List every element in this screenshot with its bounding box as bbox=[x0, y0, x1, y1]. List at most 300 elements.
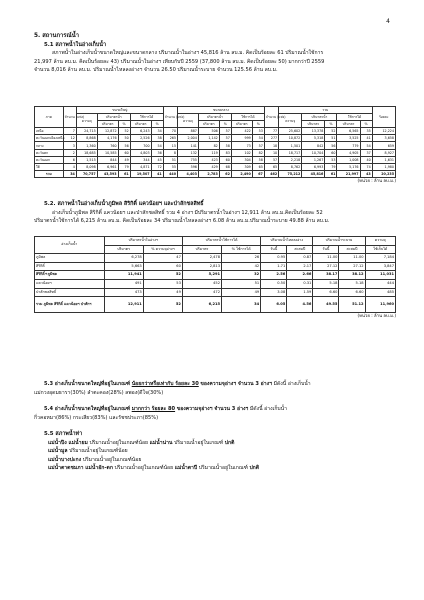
table-cell: 79 bbox=[325, 163, 337, 170]
main-reservoir-body bbox=[35, 254, 396, 313]
table-cell: 10,704 bbox=[302, 149, 325, 156]
header-usable: ใช้การได้ bbox=[130, 114, 163, 121]
total-cell: 61 bbox=[325, 170, 337, 177]
header-total: รวม bbox=[279, 107, 373, 114]
header-inflow: ปริมาณน้ำไหลลงอ่าง bbox=[261, 237, 313, 246]
table-cell: 3 bbox=[63, 142, 76, 149]
table-cell: 52 bbox=[143, 271, 182, 280]
table-cell: 444 bbox=[365, 279, 395, 288]
table-cell: 70 bbox=[163, 128, 177, 135]
table-cell: 65 bbox=[264, 163, 278, 170]
table-cell: 56 bbox=[118, 142, 130, 149]
table-row bbox=[35, 279, 396, 288]
table-cell: 10,872 bbox=[279, 135, 302, 142]
table-cell: 11,941 bbox=[104, 271, 143, 280]
table-cell: 0.31 bbox=[287, 279, 313, 288]
table-cell: 52 bbox=[118, 128, 130, 135]
river-status-text: ปริมาณน้ำอยู่ในเกณฑ์น้อย bbox=[114, 465, 174, 472]
river-name: แม่น้ำปิง แม่น้ำยม bbox=[48, 439, 88, 446]
header-pct: % bbox=[118, 121, 130, 128]
reservoir-summary-table-block bbox=[34, 106, 396, 187]
header-count-medium: จำนวน (แห่ง) bbox=[163, 107, 177, 128]
table-cell: 429 bbox=[198, 163, 219, 170]
header-release-today: วันนี้ bbox=[313, 245, 339, 254]
table-cell: 54 bbox=[360, 142, 372, 149]
river-name: แม่น้ำน่าน bbox=[149, 439, 173, 446]
section-5-4-title: 5.4 อ่างเก็บน้ำขนาดใหญ่ที่อยู่ในเกณฑ์ bbox=[44, 406, 131, 412]
table-cell: 304 bbox=[231, 156, 252, 163]
table-cell: 8,927 bbox=[372, 149, 395, 156]
table-cell: 472 bbox=[182, 288, 221, 297]
table-cell: 2,004 bbox=[178, 135, 199, 142]
table-cell: 423 bbox=[198, 156, 219, 163]
total-cell: 75,212 bbox=[279, 170, 302, 177]
table-cell: 7 bbox=[63, 128, 76, 135]
table-cell: 8,868 bbox=[76, 135, 97, 142]
table-cell: 6.60 bbox=[339, 288, 365, 297]
river-status-line bbox=[34, 439, 396, 448]
section-5-4-line-2: กิ่วคอหมา(86%) กระเสียว(83%) และรัชชประภา(85%) bbox=[34, 414, 159, 421]
table-cell: 5.18 bbox=[313, 279, 339, 288]
total-cell: 41 bbox=[151, 170, 163, 177]
header-capacity-store: ใช้เก็บได้ bbox=[365, 245, 395, 254]
header-qty: ปริมาตร bbox=[302, 121, 325, 128]
header-qty: ปริมาตร bbox=[97, 121, 118, 128]
table-cell: 82 bbox=[198, 142, 219, 149]
total-cell: 19,507 bbox=[130, 170, 151, 177]
table-cell: 2.17 bbox=[287, 262, 313, 271]
river-status-text: ปริมาณน้ำอยู่ในเกณฑ์ bbox=[198, 465, 248, 472]
table-2-unit: (หน่วย : ล้าน ลบ.ม.) bbox=[357, 314, 396, 320]
table-row bbox=[35, 128, 396, 135]
table-row bbox=[35, 163, 396, 170]
total-label: รวม ภูมิพล สิริกิติ์ แควน้อยฯ ป่าสักฯ bbox=[35, 297, 105, 313]
table-cell: 5,663 bbox=[104, 262, 143, 271]
river-status-list bbox=[34, 439, 396, 473]
table-cell: 24,715 bbox=[76, 128, 97, 135]
header-release-total: สะสมปี bbox=[339, 245, 365, 254]
table-cell: 53 bbox=[252, 128, 264, 135]
section-5-4-title-rest: ของความจุอ่างฯ จำนวน 3 อ่างฯ bbox=[176, 406, 249, 412]
table-cell: 38.12 bbox=[339, 271, 365, 280]
table-cell: 2,526 bbox=[130, 135, 151, 142]
region-cell: ใต้ bbox=[35, 163, 64, 170]
header-pct: % bbox=[151, 121, 163, 128]
table-cell: 25,602 bbox=[279, 128, 302, 135]
table-cell: 36 bbox=[151, 149, 163, 156]
table-cell: 1,008 bbox=[337, 156, 360, 163]
table-cell: 659 bbox=[372, 142, 395, 149]
reservoir-summary-table bbox=[34, 106, 396, 178]
table-cell: 72 bbox=[151, 163, 163, 170]
table-cell: 57 bbox=[264, 156, 278, 163]
header-volume-pct: % ความจุอ่างฯ bbox=[143, 245, 182, 254]
header-usable: ใช้การได้ bbox=[337, 114, 372, 121]
table-row bbox=[35, 271, 396, 280]
table-cell: 53 bbox=[325, 156, 337, 163]
total-cell: 2,490 bbox=[231, 170, 252, 177]
total-cell: 4.56 bbox=[287, 297, 313, 313]
table-cell: 7,184 bbox=[365, 254, 395, 263]
reservoir-name-cell: สิริกิติ์+ภูมิพล bbox=[35, 271, 105, 280]
total-cell: 11,960 bbox=[365, 297, 395, 313]
total-cell: 462 bbox=[264, 170, 278, 177]
table-cell: 35 bbox=[360, 128, 372, 135]
section-5-1-title: 5.1 สภาพน้ำในอ่างเก็บน้ำ bbox=[44, 41, 107, 48]
header-release: ปริมาณน้ำระบาย bbox=[313, 237, 365, 246]
table-cell: 1,631 bbox=[372, 156, 395, 163]
section-title: 5. สถานการณ์น้ำ bbox=[34, 33, 79, 39]
table-cell: 8 bbox=[163, 149, 177, 156]
river-name: แม่น้ำตาปี bbox=[174, 465, 198, 472]
table-cell: 15 bbox=[163, 142, 177, 149]
table-cell: 1.71 bbox=[261, 262, 287, 271]
main-reservoir-table bbox=[34, 236, 396, 313]
table-cell: 57 bbox=[252, 142, 264, 149]
header-qty: ปริมาตร bbox=[130, 121, 151, 128]
header-usable: ใช้การได้ bbox=[231, 114, 264, 121]
table-cell: 265 bbox=[163, 135, 177, 142]
table-cell: 12,224 bbox=[372, 128, 395, 135]
header-region: ภาค bbox=[35, 107, 64, 128]
table-cell: 485 bbox=[365, 288, 395, 297]
total-cell: 43 bbox=[360, 170, 372, 177]
table-cell: 0.50 bbox=[261, 279, 287, 288]
section-5-4 bbox=[34, 405, 396, 422]
table-cell: 11.00 bbox=[313, 254, 339, 263]
header-usable-qty: ปริมาตร bbox=[182, 245, 221, 254]
reservoir-name-cell: สิริกิติ์ bbox=[35, 262, 105, 271]
table-cell: 1,360 bbox=[76, 142, 97, 149]
table-cell: 11,031 bbox=[365, 271, 395, 280]
header-volume: ปริมาตรน้ำ bbox=[97, 114, 130, 121]
river-status-line bbox=[34, 464, 396, 473]
table-cell: 6,565 bbox=[337, 128, 360, 135]
total-cell: 51.12 bbox=[339, 297, 365, 313]
header-large: ขนาดใหญ่ bbox=[76, 107, 163, 114]
table-row bbox=[35, 135, 396, 142]
header-capacity: ความจุ bbox=[76, 114, 97, 128]
table-cell: 0.95 bbox=[261, 254, 287, 263]
header-volume: ปริมาตรน้ำในอ่างฯ bbox=[104, 237, 182, 246]
section-5-1-line-1: สภาพน้ำในอ่างเก็บน้ำขนาดใหญ่และขนาดกลาง ปริมาณน้ำในอ่างฯ 45,816 ล้าน ลบ.ม. คิดเป็นร้อยละ 61 ปริมาณน้ำใช้การ bbox=[52, 50, 324, 57]
region-cell: เหนือ bbox=[35, 128, 64, 135]
header-compare: ร้อยละ bbox=[372, 107, 395, 128]
table-cell: 5,176 bbox=[337, 163, 360, 170]
table-cell: 2.56 bbox=[261, 271, 287, 280]
river-status-level: ปกติ bbox=[249, 465, 260, 472]
table-cell: 3,658 bbox=[372, 135, 395, 142]
section-5-4-line-1 bbox=[34, 405, 396, 414]
table-cell: 0.87 bbox=[287, 254, 313, 263]
total-cell: 70,757 bbox=[76, 170, 97, 177]
total-cell: 21,997 bbox=[337, 170, 360, 177]
river-status-line bbox=[34, 456, 396, 465]
table-cell: 779 bbox=[337, 142, 360, 149]
section-5-2-line-2: ปริมาตรน้ำใช้การได้ 6,215 ล้าน ลบ.ม. คิดเป็นร้อยละ 34 ปริมาณน้ำไหลลงอ่างฯ 6.08 ล้าน ลบ.ม.ปริมาณน้ำระบาย 49.88 ล้าน ลบ.ม. bbox=[34, 218, 330, 225]
table-cell: 42 bbox=[222, 262, 261, 271]
table-cell: 844 bbox=[97, 156, 118, 163]
total-cell: 45,816 bbox=[302, 170, 325, 177]
table-cell: 596 bbox=[178, 163, 199, 170]
table-cell: 60 bbox=[118, 149, 130, 156]
table-cell: 2,218 bbox=[279, 156, 302, 163]
header-pct: % bbox=[252, 121, 264, 128]
section-5-3-text: มีดังนี้ อ่างเก็บน้ำ bbox=[273, 381, 311, 387]
section-5 bbox=[34, 32, 396, 75]
table-cell: 18 bbox=[264, 142, 278, 149]
river-status-text: ปริมาณน้ำอยู่ในเกณฑ์น้อย bbox=[69, 448, 128, 455]
region-cell: ตะวันตก bbox=[35, 149, 64, 156]
table-cell: 60 bbox=[143, 262, 182, 271]
table-cell: 58 bbox=[219, 142, 231, 149]
table-cell: 5,291 bbox=[182, 271, 221, 280]
header-qty: ปริมาตร bbox=[231, 121, 252, 128]
total-cell: 12,911 bbox=[104, 297, 143, 313]
section-5-5-title: 5.5 สภาพน้ำท่า bbox=[44, 431, 83, 437]
header-usable: ปริมาตรน้ำใช้การได้ bbox=[182, 237, 260, 246]
total-cell: 34 bbox=[222, 297, 261, 313]
table-row bbox=[35, 156, 396, 163]
table-cell: 37 bbox=[360, 149, 372, 156]
reservoir-name-cell: ป่าสักชลสิทธิ์ bbox=[35, 288, 105, 297]
table-cell: 49 bbox=[222, 288, 261, 297]
table-cell: 4,871 bbox=[130, 163, 151, 170]
table-cell: 1.59 bbox=[287, 288, 313, 297]
total-cell: 440 bbox=[163, 170, 177, 177]
header-usable-pct: % ใช้การได้ bbox=[222, 245, 261, 254]
table-cell: 6,278 bbox=[104, 254, 143, 263]
total-cell: 43,593 bbox=[97, 170, 118, 177]
river-status-text: ปริมาณน้ำอยู่ในเกณฑ์น้อย bbox=[89, 439, 149, 446]
header-inflow-today: วันนี้ bbox=[261, 245, 287, 254]
table-cell: 53 bbox=[143, 279, 182, 288]
section-5-1-line-2: 21,997 ล้าน ลบ.ม. คิดเป็นร้อยละ 43) ปริมาณน้ำในอ่างฯ เทียบกับปี 2559 (37,800 ล้าน ลบ.ม. คิดเป็นร้อยละ 50) มากกว่าปี 2559 bbox=[34, 58, 325, 65]
reservoir-summary-body bbox=[35, 128, 396, 178]
table-cell: 132 bbox=[178, 149, 199, 156]
table-cell: 8,098 bbox=[76, 163, 97, 170]
header-volume: ปริมาตรน้ำ bbox=[302, 114, 337, 121]
header-pct: % bbox=[219, 121, 231, 128]
table-cell: 45 bbox=[151, 156, 163, 163]
table-cell: 57 bbox=[219, 128, 231, 135]
table-cell: 77 bbox=[264, 128, 278, 135]
section-5-3-line-2: แม่กวงอุดมธารา(30%) ลำตะคอง(28%) ลพอง(ดีใจ(30%) bbox=[34, 389, 164, 396]
table-cell: 6,243 bbox=[130, 128, 151, 135]
table-cell: 6,961 bbox=[97, 163, 118, 170]
table-cell: 4 bbox=[63, 163, 76, 170]
table-cell: 12 bbox=[63, 135, 76, 142]
table-cell: 3,525 bbox=[337, 135, 360, 142]
total-row bbox=[35, 297, 396, 313]
table-cell: 51 bbox=[222, 279, 261, 288]
table-cell: 1,267 bbox=[302, 156, 325, 163]
table-cell: 65 bbox=[252, 163, 264, 170]
table-cell: 51 bbox=[163, 156, 177, 163]
table-cell: 11.00 bbox=[339, 254, 365, 263]
table-cell: 52 bbox=[325, 128, 337, 135]
header-count-large: จำนวน (แห่ง) bbox=[63, 107, 76, 128]
table-cell: 60 bbox=[219, 156, 231, 163]
table-cell: 55 bbox=[163, 163, 177, 170]
table-cell: 887 bbox=[178, 128, 199, 135]
header-pct: % bbox=[360, 121, 372, 128]
table-cell: 491 bbox=[104, 279, 143, 288]
total-cell: 4,403 bbox=[178, 170, 199, 177]
table-cell: 83 bbox=[219, 149, 231, 156]
table-cell: 6,993 bbox=[302, 163, 325, 170]
table-cell: 102 bbox=[231, 149, 252, 156]
table-cell: 54 bbox=[151, 142, 163, 149]
total-cell: 6.05 bbox=[261, 297, 287, 313]
section-5-3 bbox=[34, 380, 396, 397]
table-cell: 309 bbox=[231, 163, 252, 170]
table-cell: 13,378 bbox=[302, 128, 325, 135]
table-cell: 34 bbox=[151, 128, 163, 135]
header-qty: ปริมาตร bbox=[337, 121, 360, 128]
table-cell: 5,318 bbox=[302, 135, 325, 142]
region-cell: ตะวันออก bbox=[35, 156, 64, 163]
header-reservoir: อ่างเก็บน้ำ bbox=[35, 237, 105, 254]
table-cell: 57 bbox=[219, 135, 231, 142]
table-cell: 40 bbox=[360, 156, 372, 163]
table-row bbox=[35, 149, 396, 156]
table-cell: 50 bbox=[118, 135, 130, 142]
total-cell: 67 bbox=[252, 170, 264, 177]
table-cell: 49 bbox=[118, 156, 130, 163]
table-row bbox=[35, 288, 396, 297]
table-row bbox=[35, 262, 396, 271]
header-qty: ปริมาตร bbox=[198, 121, 219, 128]
total-cell: 52 bbox=[143, 297, 182, 313]
table-cell: 58 bbox=[252, 156, 264, 163]
table-cell: 2 bbox=[63, 149, 76, 156]
header-capacity: ความจุ bbox=[279, 114, 302, 128]
table-cell: 10,585 bbox=[97, 149, 118, 156]
table-cell: 1,142 bbox=[198, 135, 219, 142]
table-cell: 18,717 bbox=[279, 149, 302, 156]
header-volume-qty: ปริมาตร bbox=[104, 245, 143, 254]
table-cell: 8,762 bbox=[279, 163, 302, 170]
table-cell: 119 bbox=[198, 149, 219, 156]
section-5-2-line-1: อ่างเก็บน้ำภูมิพล สิริกิติ์ แควน้อยฯ และป่าสักชลสิทธิ์ รวม 4 อ่างฯ มีปริมาตรน้ำในอ่างฯ 12,911 ล้าน ลบ.ม.คิดเป็นร้อยละ 52 bbox=[52, 209, 323, 216]
table-cell: 141 bbox=[178, 142, 199, 149]
table-cell: 38.17 bbox=[313, 271, 339, 280]
table-cell: 32 bbox=[222, 271, 261, 280]
table-cell: 473 bbox=[104, 288, 143, 297]
table-cell: 3.08 bbox=[261, 288, 287, 297]
table-cell: 10 bbox=[264, 149, 278, 156]
table-cell: 27.12 bbox=[313, 262, 339, 271]
table-cell: 54 bbox=[252, 135, 264, 142]
section-5-1-line-3: จำนวน 8,016 ล้าน ลบ.ม. ปริมาณน้ำไหลลงอ่างฯ จำนวน 26.50 ปริมาณน้ำระบาย จำนวน 125.56 ล้าน ลบ.ม. bbox=[34, 67, 278, 74]
section-5-4-text: มีดังนี้ อ่างเก็บน้ำ bbox=[249, 406, 287, 412]
header-capacity: ความจุ bbox=[178, 114, 199, 128]
header-pct: % bbox=[325, 121, 337, 128]
section-5-5 bbox=[34, 430, 396, 473]
table-cell: 842 bbox=[302, 142, 325, 149]
table-cell: 277 bbox=[264, 135, 278, 142]
table-cell: 5.18 bbox=[339, 279, 365, 288]
table-cell: 18,685 bbox=[76, 149, 97, 156]
region-cell: ตะวันออกเฉียงเหนือ bbox=[36, 136, 65, 141]
river-status-text: ปริมาณน้ำอยู่ในเกณฑ์ bbox=[174, 439, 224, 446]
header-medium: ขนาดกลาง bbox=[178, 107, 265, 114]
section-5-3-title-rest: ของความจุอ่างฯ จำนวน 3 อ่างฯ bbox=[200, 381, 272, 387]
table-cell: 506 bbox=[198, 128, 219, 135]
table-cell: 47 bbox=[143, 254, 182, 263]
table-cell: 700 bbox=[130, 142, 151, 149]
table-row bbox=[35, 142, 396, 149]
section-5-3-threshold: น้อยกว่าหรือเท่ากับ ร้อยละ 30 bbox=[131, 381, 199, 387]
table-cell: 68 bbox=[219, 163, 231, 170]
table-cell: 27.12 bbox=[339, 262, 365, 271]
table-cell: 3,847 bbox=[365, 262, 395, 271]
table-cell: 38 bbox=[151, 135, 163, 142]
table-cell: 4,176 bbox=[97, 135, 118, 142]
table-cell: 82 bbox=[252, 149, 264, 156]
header-count-total: จำนวน (แห่ง) bbox=[264, 107, 278, 128]
total-cell: 6,215 bbox=[182, 297, 221, 313]
table-cell: 6 bbox=[63, 156, 76, 163]
table-cell: 26 bbox=[222, 254, 261, 263]
total-cell: 20,235 bbox=[372, 170, 395, 177]
total-cell: 2,783 bbox=[198, 170, 219, 177]
river-status-line bbox=[34, 447, 396, 456]
table-cell: 60 bbox=[325, 149, 337, 156]
table-cell: 2,478 bbox=[182, 254, 221, 263]
table-cell: 4,905 bbox=[337, 149, 360, 156]
section-5-3-line-1 bbox=[34, 380, 396, 389]
table-cell: 999 bbox=[231, 135, 252, 142]
section-5-2-title: 5.2. สภาพน้ำในอ่างเก็บน้ำภูมิพล สิริกิติ์ แควน้อยฯ และป่าสักชลสิทธิ์ bbox=[44, 201, 204, 207]
river-name: แม่น้ำมูล bbox=[48, 448, 68, 455]
total-cell: 34 bbox=[63, 170, 76, 177]
table-cell: 760 bbox=[97, 142, 118, 149]
river-status-level: ปกติ bbox=[224, 439, 235, 446]
reservoir-name-cell: แควน้อยฯ bbox=[35, 279, 105, 288]
table-cell: 12,872 bbox=[97, 128, 118, 135]
table-cell: 49 bbox=[143, 288, 182, 297]
table-cell: 56 bbox=[325, 142, 337, 149]
total-cell: 62 bbox=[219, 170, 231, 177]
river-status-text: ปริมาณน้ำอยู่ในเกณฑ์น้อย bbox=[82, 456, 142, 463]
table-cell: 73 bbox=[231, 142, 252, 149]
table-cell: 1,515 bbox=[76, 156, 97, 163]
header-volume: ปริมาตรน้ำ bbox=[198, 114, 231, 121]
river-name: แม่น้ำบางปะกง bbox=[48, 456, 82, 463]
table-cell: 2,813 bbox=[182, 262, 221, 271]
table-cell: 755 bbox=[178, 156, 199, 163]
table-cell: 79 bbox=[118, 163, 130, 170]
table-1-unit: (หน่วย : ล้าน ลบ.ม.) bbox=[357, 178, 396, 184]
table-cell: 2.66 bbox=[287, 271, 313, 280]
section-5-4-threshold: มากกว่า ร้อยละ 80 bbox=[131, 406, 176, 412]
page-number: 4 bbox=[386, 18, 390, 25]
table-row bbox=[35, 254, 396, 263]
reservoir-name-cell: ภูมิพล bbox=[35, 254, 105, 263]
total-cell: 61 bbox=[118, 170, 130, 177]
table-cell: 51 bbox=[325, 135, 337, 142]
header-capacity: ความจุ bbox=[365, 237, 395, 246]
total-row bbox=[35, 170, 396, 177]
total-label: รวม bbox=[35, 170, 64, 177]
table-cell: 422 bbox=[231, 128, 252, 135]
section-5-3-title: 5.3 อ่างเก็บน้ำขนาดใหญ่ที่อยู่ในเกณฑ์ bbox=[44, 381, 131, 387]
table-cell: 74 bbox=[360, 163, 372, 170]
table-cell: 41 bbox=[360, 135, 372, 142]
header-inflow-total: สะสมปี bbox=[287, 245, 313, 254]
